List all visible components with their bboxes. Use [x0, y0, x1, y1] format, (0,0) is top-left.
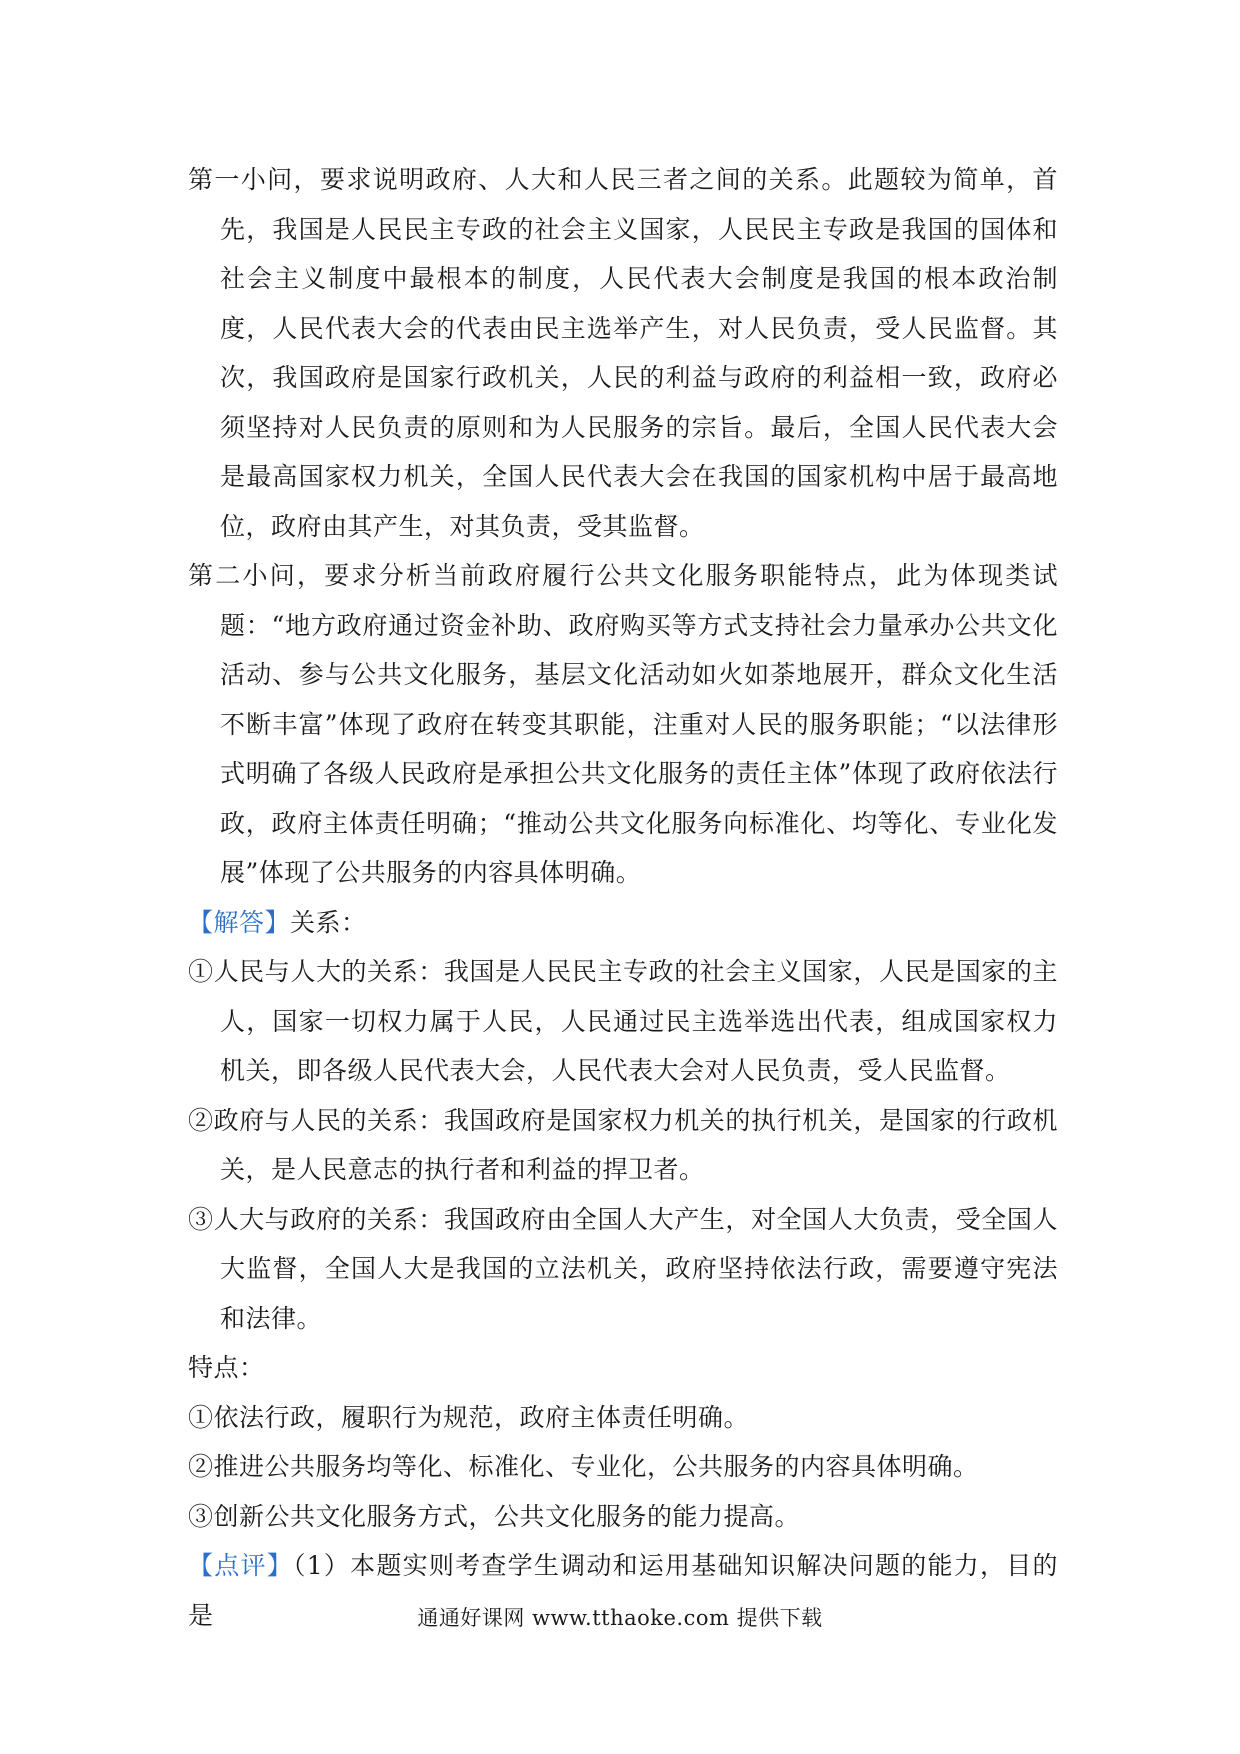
analysis-paragraph-2: 第二小问，要求分析当前政府履行公共文化服务职能特点，此为体现类试题：“地方政府通过资金补助、政府购买等方式支持社会力量承办公共文化活动、参与公共文化服务，基层文化活动如火如荼地展开，群众文化生活不断丰富”体现了政府在转变其职能，注重对人民的服务职能；“以法律形式明确了各级人民政府是承担公共文化服务的责任主体”体现了政府依法行政，政府主体责任明确；“推动公共文化服务向标准化、均等化、专业化发展”体现了公共服务的内容具体明确。	[188, 561, 1058, 887]
page-footer: 通通好课网 www.tthaoke.com 提供下载	[417, 1606, 823, 1630]
answer-heading	[188, 898, 1058, 948]
relation-item-2: ②政府与人民的关系：我国政府是国家权力机关的执行机关，是国家的行政机关，是人民意志的执行者和利益的捍卫者。	[188, 1105, 1058, 1184]
answer-tag: 【解答】	[188, 907, 291, 937]
relation-item-3: ③人大与政府的关系：我国政府由全国人大产生，对全国人大负责，受全国人大监督，全国人大是我国的立法机关，政府坚持依法行政，需要遵守宪法和法律。	[188, 1204, 1058, 1333]
relation-item-1: ①人民与人大的关系：我国是人民民主专政的社会主义国家，人民是国家的主人，国家一切权力属于人民，人民通过民主选举选出代表，组成国家权力机关，即各级人民代表大会，人民代表大会对人民负责，受人民监督。	[188, 957, 1058, 1085]
document-body	[188, 155, 1058, 1640]
comment-tag: 【点评】	[188, 1551, 293, 1580]
analysis-paragraph-1: 第一小问，要求说明政府、人大和人民三者之间的关系。此题较为简单，首先，我国是人民民主专政的社会主义国家，人民民主专政是我国的国体和社会主义制度中最根本的制度，人民代表大会制度是我国的根本政治制度，人民代表大会的代表由民主选举产生，对人民负责，受人民监督。其次，我国政府是国家行政机关，人民的利益与政府的利益相一致，政府必须坚持对人民负责的原则和为人民服务的宗旨。最后，全国人民代表大会是最高国家权力机关，全国人民代表大会在我国的国家机构中居于最高地位，政府由其产生，对其负责，受其监督。	[188, 165, 1058, 541]
feature-item-2: ②推进公共服务均等化、标准化、专业化，公共服务的内容具体明确。	[188, 1452, 979, 1481]
answer-heading-text: 关系：	[290, 907, 367, 937]
feature-item-1: ①依法行政，履职行为规范，政府主体责任明确。	[188, 1402, 750, 1432]
feature-item-3: ③创新公共文化服务方式，公共文化服务的能力提高。	[188, 1501, 801, 1531]
comment-text: （1）本题实则考查学生调动和运用基础知识解决问题的能力，目的是	[188, 1551, 1058, 1630]
features-heading: 特点：	[188, 1353, 265, 1382]
